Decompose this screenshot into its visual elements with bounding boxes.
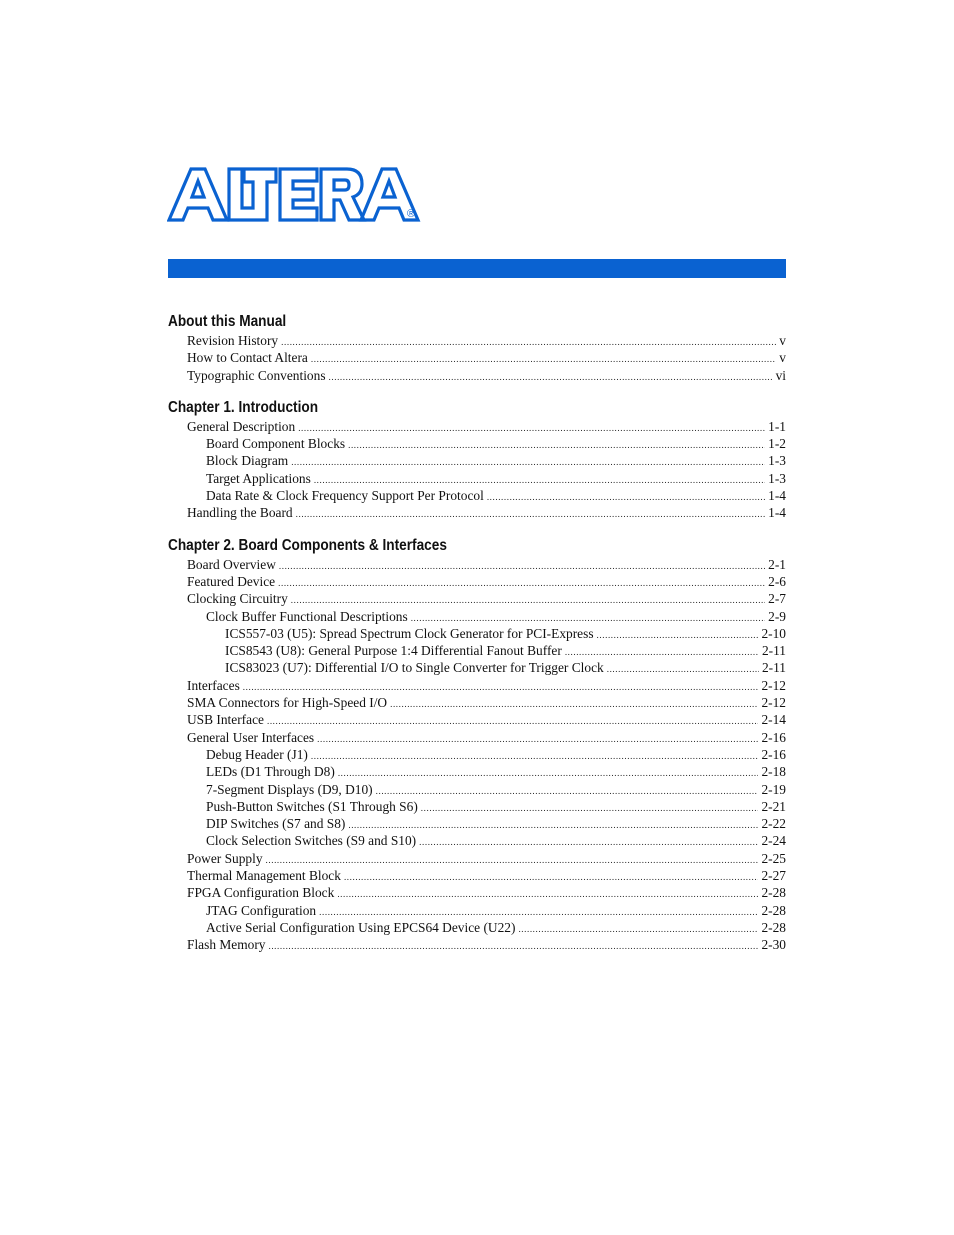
toc-entry-title: Revision History [187, 333, 279, 348]
toc-entry[interactable] [168, 573, 786, 590]
toc-entry[interactable] [168, 367, 786, 384]
toc-entry-page: 2-16 [761, 729, 786, 745]
toc-entry-page: 1-4 [768, 505, 786, 521]
toc-entry[interactable] [168, 798, 786, 815]
toc-entry-page: v [779, 350, 786, 366]
toc-entry[interactable] [168, 332, 786, 349]
dot-leader [390, 696, 758, 713]
toc-entry[interactable] [168, 867, 786, 884]
altera-logo [167, 166, 422, 224]
dot-leader [329, 369, 773, 386]
toc-entry-page: 2-25 [761, 850, 786, 866]
dot-leader [607, 661, 759, 678]
toc-entry-page: 2-21 [761, 798, 786, 814]
toc-entry-title: Data Rate & Clock Frequency Support Per Protocol [206, 488, 484, 504]
toc-entry[interactable] [168, 659, 786, 676]
dot-leader [317, 731, 758, 748]
toc-entry-page: 2-11 [761, 643, 786, 659]
toc-entry-title: Interfaces [187, 677, 240, 693]
toc-entry-title: ICS83023 (U7): Differential I/O to Single Converter for Trigger Clock [225, 660, 604, 676]
toc-entry-title: Power Supply [187, 850, 263, 866]
toc-entry-title: Featured Device [187, 573, 276, 589]
toc-entry[interactable] [168, 850, 786, 867]
toc-entry-title: Target Applications [206, 470, 311, 486]
dot-leader [278, 575, 765, 592]
toc-entry-page: 2-1 [768, 556, 786, 572]
toc-entry[interactable] [168, 487, 786, 504]
toc-entry[interactable] [168, 590, 786, 607]
toc-entry[interactable] [168, 556, 786, 573]
toc-entry-title: General User Interfaces [187, 729, 315, 745]
dot-leader [344, 869, 759, 886]
toc-entry-title: Clock Selection Switches (S9 and S10) [206, 833, 417, 849]
toc-entry-page: 2-24 [761, 833, 786, 849]
dot-leader [348, 437, 765, 454]
toc-entry-title: Typographic Conventions [187, 367, 326, 383]
toc-entry-title: Clock Buffer Functional Descriptions [206, 608, 408, 624]
toc-entry-page: 2-22 [761, 816, 786, 832]
dot-leader [311, 351, 776, 368]
toc-entry-page: 2-28 [761, 919, 786, 935]
toc-entry-page: 2-18 [761, 764, 786, 780]
dot-leader [279, 558, 765, 575]
toc-entry[interactable] [168, 902, 786, 919]
dot-leader [376, 783, 759, 800]
toc-entry-page: 2-9 [768, 608, 786, 624]
toc-entry-title: General Description [187, 418, 296, 434]
toc-entry[interactable] [168, 781, 786, 798]
section-title[interactable]: About this Manual [168, 313, 287, 330]
toc-entry-title: Thermal Management Block [187, 868, 341, 884]
toc-entry-page: 2-7 [768, 591, 786, 607]
toc-entry[interactable] [168, 729, 786, 746]
altera-logo-graphic [167, 166, 422, 224]
toc-entry[interactable] [168, 452, 786, 469]
toc-entry-page: 2-28 [761, 902, 786, 918]
toc-entry-page: 2-16 [761, 746, 786, 762]
toc-entry-page: 2-27 [761, 868, 786, 884]
toc-entry-title: Clocking Circuitry [187, 591, 288, 607]
toc-entry[interactable] [168, 936, 786, 953]
toc-entry-page: 1-2 [768, 436, 786, 452]
toc-entry[interactable] [168, 711, 786, 728]
toc-entry-page: vi [775, 367, 786, 383]
toc-entry-page: v [779, 333, 786, 348]
dot-leader [268, 938, 758, 955]
toc-entry[interactable] [168, 815, 786, 832]
toc-entry[interactable] [168, 884, 786, 901]
dot-leader [291, 454, 765, 471]
toc-entry-title: Board Overview [187, 556, 276, 572]
toc-entry[interactable] [168, 435, 786, 452]
section-title[interactable]: Chapter 1. Introduction [168, 398, 319, 416]
toc-section [168, 398, 786, 522]
toc-entry-page: 2-6 [768, 573, 786, 589]
toc-entry[interactable] [168, 470, 786, 487]
dot-leader [419, 834, 758, 851]
toc-entry[interactable] [168, 625, 786, 642]
table-of-contents [168, 312, 786, 968]
dot-leader [337, 886, 758, 903]
toc-entry-page: 2-11 [761, 660, 786, 676]
toc-entry-page: 1-4 [768, 488, 786, 504]
toc-entry-title: Block Diagram [206, 453, 289, 469]
toc-entry-page: 2-28 [761, 885, 786, 901]
dot-leader [311, 748, 759, 765]
toc-entry-page: 2-12 [761, 695, 786, 711]
dot-leader [281, 334, 776, 351]
dot-leader [421, 800, 759, 817]
header-bar [168, 259, 786, 278]
toc-entry-title: Debug Header (J1) [206, 746, 308, 762]
toc-entry-title: SMA Connectors for High-Speed I/O [187, 695, 388, 711]
toc-entry-title: Active Serial Configuration Using EPCS64 Device (U22) [206, 919, 516, 935]
toc-entry[interactable] [168, 763, 786, 780]
toc-section [168, 312, 786, 384]
toc-entry-title: ICS8543 (U8): General Purpose 1:4 Differential Fanout Buffer [225, 643, 562, 659]
toc-entry-title: JTAG Configuration [206, 902, 317, 918]
toc-entry-page: 1-3 [768, 470, 786, 486]
toc-entry-title: DIP Switches (S7 and S8) [206, 816, 346, 832]
toc-section [168, 536, 786, 954]
toc-entry[interactable] [168, 677, 786, 694]
toc-entry-title: Board Component Blocks [206, 436, 346, 452]
toc-entry[interactable] [168, 832, 786, 849]
toc-entry-page: 2-12 [761, 677, 786, 693]
toc-entry-title: ICS557-03 (U5): Spread Spectrum Clock Generator for PCI-Express [225, 625, 594, 641]
toc-entry-page: 2-30 [761, 937, 786, 953]
toc-entry-page: 1-3 [768, 453, 786, 469]
dot-leader [298, 420, 765, 437]
registered-mark: ® [407, 208, 416, 220]
dot-leader [597, 627, 759, 644]
toc-entry[interactable] [168, 694, 786, 711]
toc-entry-title: Flash Memory [187, 937, 266, 953]
toc-entry[interactable] [168, 349, 786, 366]
dot-leader [267, 713, 758, 730]
dot-leader [338, 765, 759, 782]
toc-entry-title: USB Interface [187, 712, 264, 728]
toc-entry[interactable] [168, 746, 786, 763]
section-title[interactable]: Chapter 2. Board Components & Interfaces [168, 536, 447, 554]
toc-entry[interactable] [168, 919, 786, 936]
toc-entry-page: 2-10 [761, 625, 786, 641]
dot-leader [518, 921, 758, 938]
toc-entry-title: FPGA Configuration Block [187, 885, 335, 901]
dot-leader [487, 489, 765, 506]
toc-entry[interactable] [168, 642, 786, 659]
toc-entry-title: Push-Button Switches (S1 Through S6) [206, 798, 418, 814]
toc-entry-page: 2-19 [761, 781, 786, 797]
toc-entry-title: How to Contact Altera [187, 350, 308, 366]
toc-entry-page: 2-14 [761, 712, 786, 728]
toc-entry-page: 1-1 [768, 418, 786, 434]
toc-entry-title: LEDs (D1 Through D8) [206, 764, 335, 780]
toc-entry[interactable] [168, 504, 786, 521]
toc-entry[interactable] [168, 418, 786, 435]
toc-entry-title: Handling the Board [187, 505, 293, 521]
toc-entry[interactable] [168, 608, 786, 625]
dot-leader [296, 506, 766, 523]
toc-entry-title: 7-Segment Displays (D9, D10) [206, 781, 373, 797]
